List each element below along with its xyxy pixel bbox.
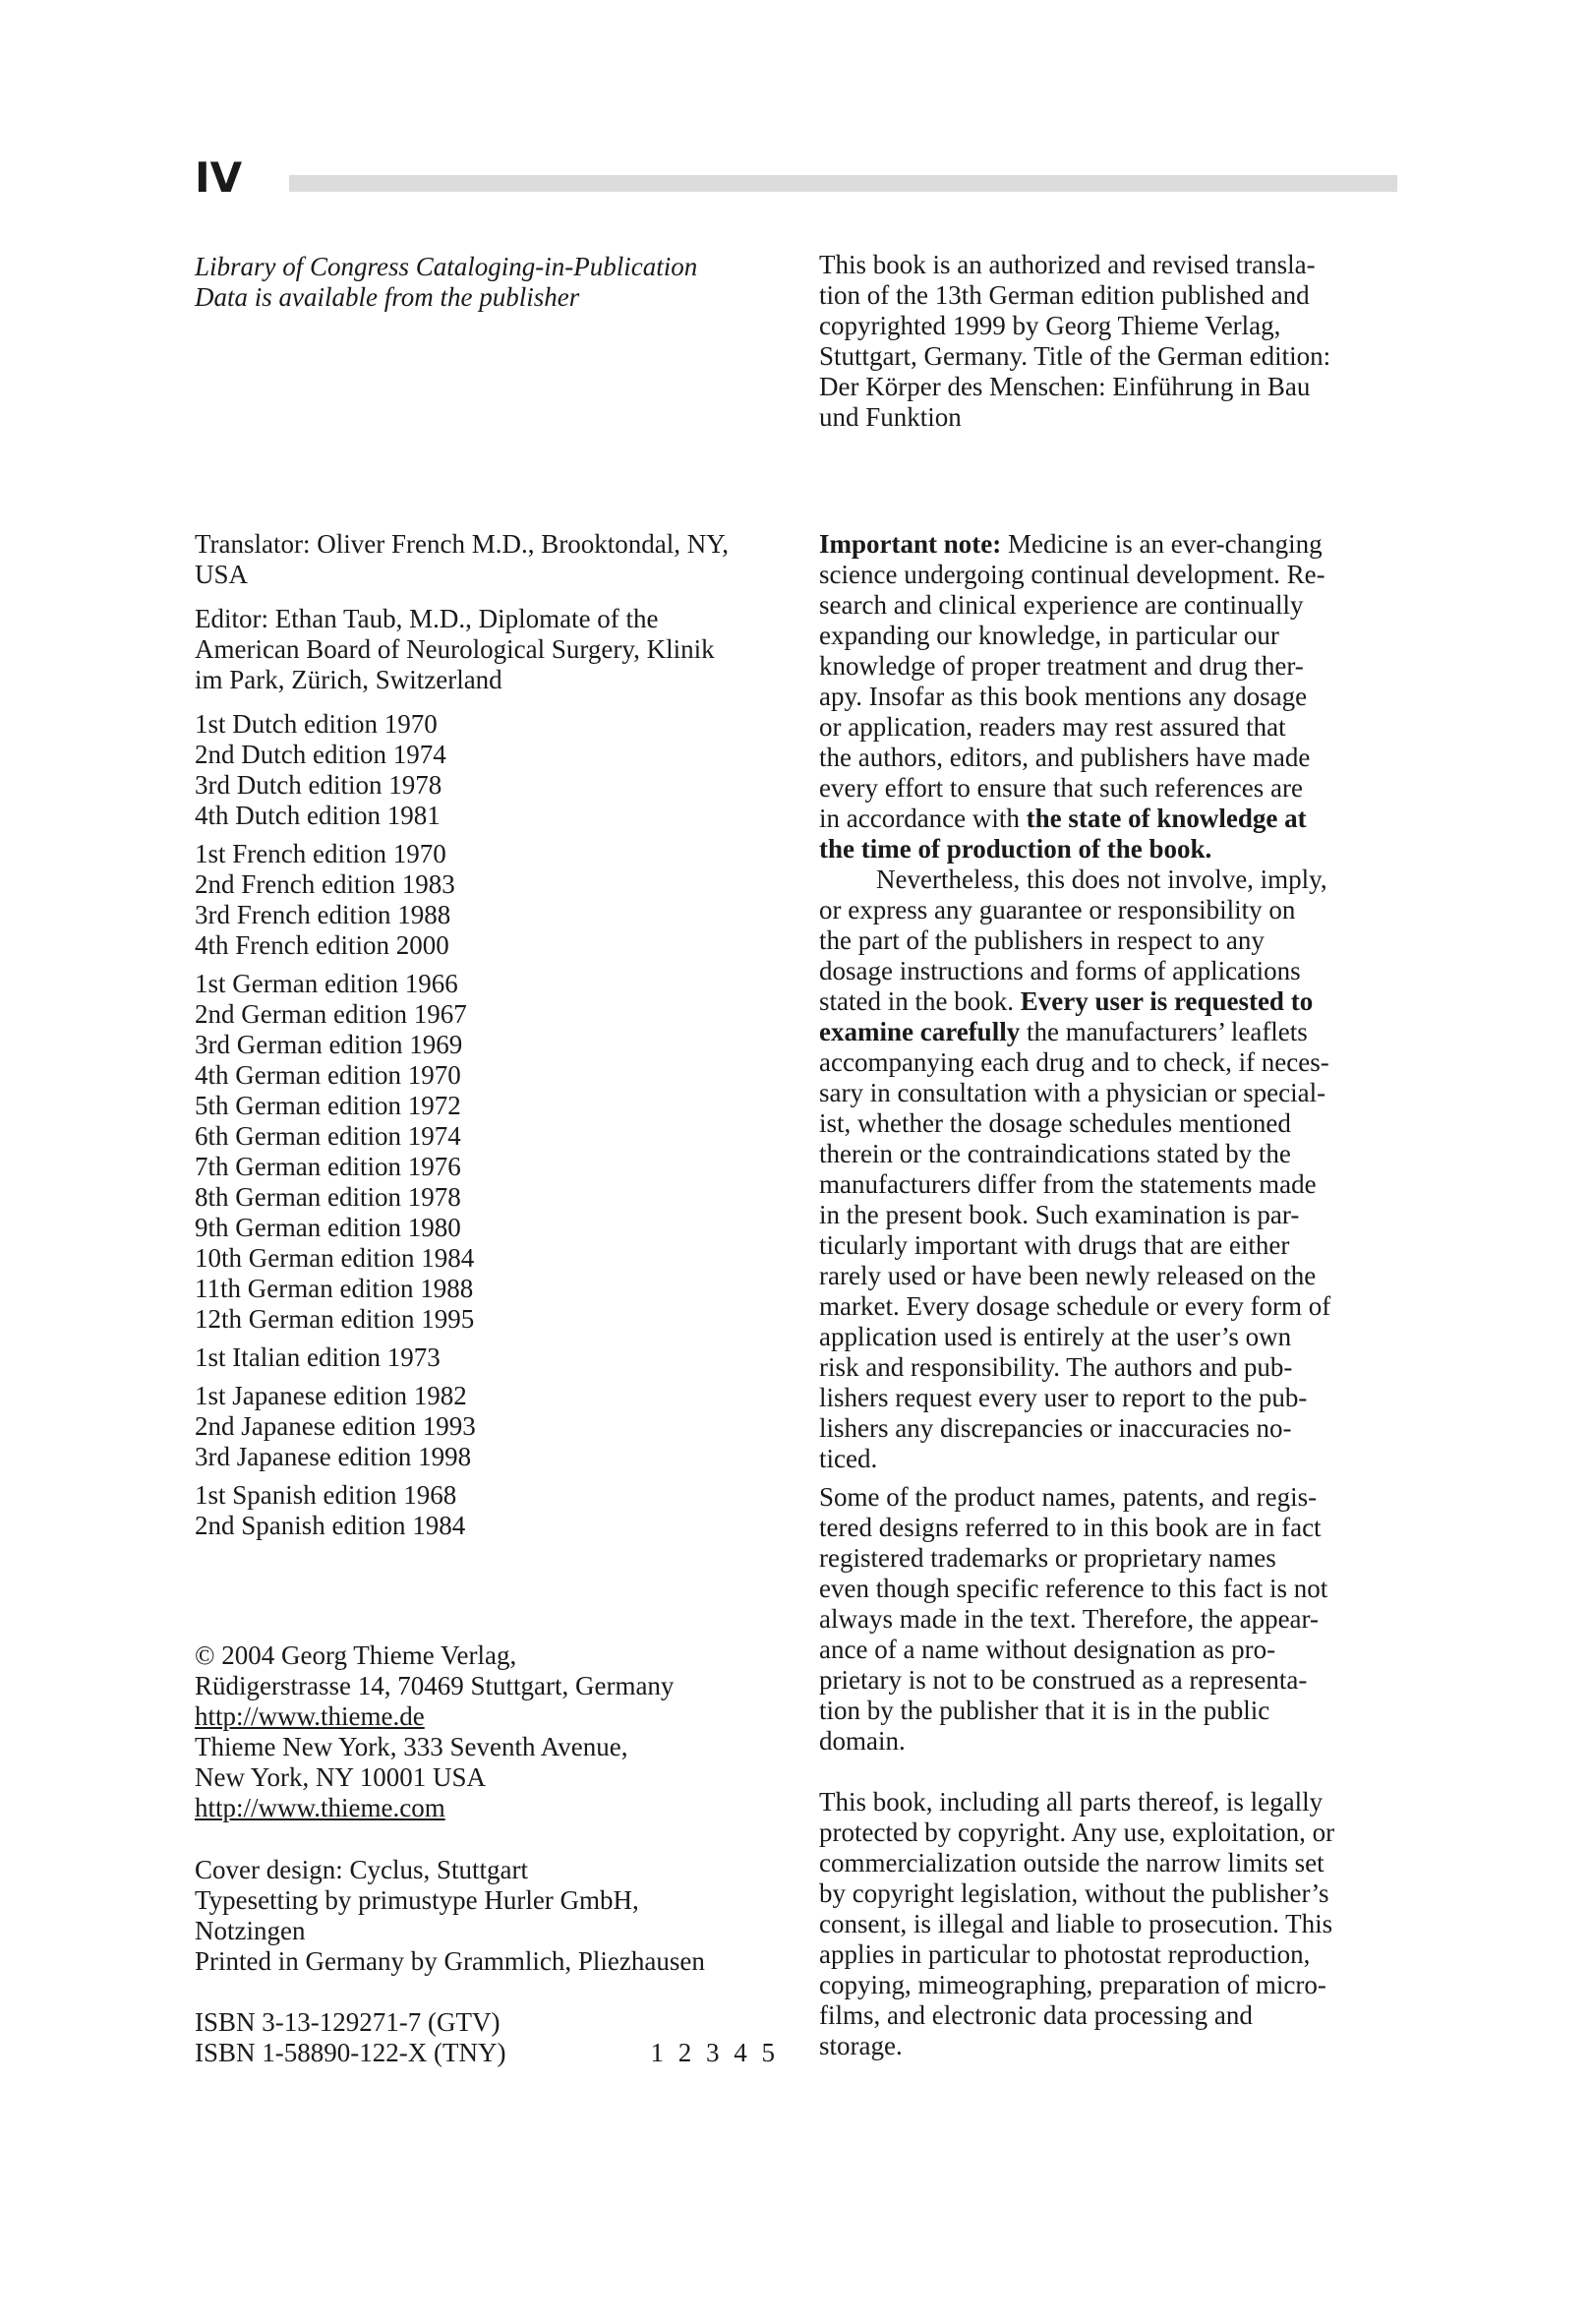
translation-line: und Funktion [819,402,962,432]
trademark-line: even though specific reference to this fact is not [819,1574,1328,1603]
spacer [195,1373,795,1381]
spacer [195,831,795,839]
copyright-notice-line: films, and electronic data processing and [819,2000,1253,2030]
edition-entry: 8th German edition 1978 [195,1182,461,1212]
trademark-line: prietary is not to be construed as a representa- [819,1665,1308,1695]
note-line: dosage instructions and forms of applications [819,956,1301,985]
edition-entry: 1st Italian edition 1973 [195,1342,441,1372]
note-line: expanding our knowledge, in particular our [819,621,1279,650]
copyright-line: © 2004 Georg Thieme Verlag, [195,1640,517,1670]
important-note [819,529,1414,2061]
translator-line: Translator: Oliver French M.D., Brooktondal, NY, [195,529,729,559]
spacer [819,1474,1414,1482]
copyright-notice-line: storage. [819,2031,903,2060]
important-note-heading: Important note: [819,529,1002,559]
note-emphasis: the state of knowledge at [1026,804,1307,833]
edition-entry: 2nd Dutch edition 1974 [195,740,446,769]
important-note-paragraph-2 [819,864,1414,1474]
note-line: the part of the publishers in respect to any [819,925,1265,955]
trademarks-paragraph [819,1482,1414,1757]
copyright-notice-line: This book, including all parts thereof, is legally [819,1787,1324,1817]
note-line: Nevertheless, this does not involve, imply, [876,864,1327,894]
translation-note [819,250,1414,433]
french-editions [195,839,795,961]
translation-line: tion of the 13th German edition published and [819,280,1310,310]
copyright-notice-line: copying, mimeographing, preparation of micro- [819,1970,1326,1999]
spacer [195,1472,795,1480]
edition-entry: 9th German edition 1980 [195,1213,461,1242]
edition-entry: 2nd German edition 1967 [195,999,467,1029]
ny-address-line: New York, NY 10001 USA [195,1762,487,1792]
editor-line: Editor: Ethan Taub, M.D., Diplomate of the [195,604,659,633]
edition-entry: 5th German edition 1972 [195,1091,461,1120]
edition-entry: 1st Japanese edition 1982 [195,1381,467,1410]
translator-credit [195,529,795,590]
note-line: science undergoing continual development. Re- [819,560,1325,589]
typesetting-line: Notzingen [195,1916,306,1945]
isbn-info [195,2007,789,2068]
edition-entry: 1st Dutch edition 1970 [195,709,438,739]
print-run: 1 2 3 4 5 [650,2038,779,2067]
german-editions [195,969,795,1335]
translation-line: This book is an authorized and revised transla- [819,250,1316,279]
spanish-editions [195,1480,795,1541]
spacer [195,961,795,969]
note-line: search and clinical experience are continually [819,590,1304,620]
edition-entry: 2nd Spanish edition 1984 [195,1511,466,1540]
cover-design: Cover design: Cyclus, Stuttgart [195,1855,528,1884]
edition-entry: 4th French edition 2000 [195,930,449,960]
edition-entry: 3rd German edition 1969 [195,1030,463,1059]
left-column [195,529,795,1541]
note-line: rarely used or have been newly released on the [819,1261,1317,1290]
edition-entry: 3rd Japanese edition 1998 [195,1442,472,1471]
copyright-paragraph [819,1787,1414,2061]
note-emphasis: the time of production of the book. [819,834,1212,864]
note-emphasis: Every user is requested to [1020,986,1314,1016]
note-line: every effort to ensure that such references are [819,773,1303,803]
edition-entry: 10th German edition 1984 [195,1243,475,1273]
typesetting-line: Typesetting by primustype Hurler GmbH, [195,1885,639,1915]
note-emphasis: examine carefully [819,1017,1021,1046]
note-line: knowledge of proper treatment and drug ther- [819,651,1304,681]
note-line: ist, whether the dosage schedules mentioned [819,1108,1291,1138]
note-text: in accordance with [819,804,1027,833]
edition-entry: 3rd Dutch edition 1978 [195,770,442,800]
italian-editions [195,1342,795,1373]
edition-entry: 2nd French edition 1983 [195,869,455,899]
spacer [195,695,795,709]
copyright-notice-line: applies in particular to photostat reproduction, [819,1939,1311,1969]
note-line: therein or the contraindications stated by the [819,1139,1291,1168]
trademark-line: Some of the product names, patents, and regis- [819,1482,1318,1512]
note-line: apy. Insofar as this book mentions any dosage [819,682,1308,711]
trademark-line: registered trademarks or proprietary names [819,1543,1276,1573]
edition-entry: 1st German edition 1966 [195,969,458,998]
cip-line: Library of Congress Cataloging-in-Publication [195,252,698,281]
header-rule [289,175,1397,192]
edition-entry: 12th German edition 1995 [195,1304,475,1334]
editor-line: im Park, Zürich, Switzerland [195,665,502,694]
note-line: risk and responsibility. The authors and pub- [819,1352,1293,1382]
note-line: the authors, editors, and publishers have made [819,743,1311,772]
thieme-de-link[interactable]: http://www.thieme.de [195,1701,425,1731]
trademark-line: always made in the text. Therefore, the appear- [819,1604,1319,1634]
ny-address-line: Thieme New York, 333 Seventh Avenue, [195,1732,628,1761]
note-line: sary in consultation with a physician or special- [819,1078,1326,1107]
edition-entry: 4th German edition 1970 [195,1060,461,1090]
edition-entry: 11th German edition 1988 [195,1274,474,1303]
note-line: in the present book. Such examination is par- [819,1200,1300,1229]
edition-entry: 1st Spanish edition 1968 [195,1480,457,1510]
note-text: the manufacturers’ leaflets [1020,1017,1308,1046]
note-text: Medicine is an ever-changing [1001,529,1323,559]
thieme-com-link[interactable]: http://www.thieme.com [195,1793,445,1822]
note-line: accompanying each drug and to check, if neces- [819,1047,1329,1077]
note-line: market. Every dosage schedule or every form of [819,1291,1331,1321]
dutch-editions [195,709,795,831]
note-line: or application, readers may rest assured that [819,712,1286,742]
note-line: ticularly important with drugs that are either [819,1230,1290,1260]
spacer [195,1335,795,1342]
important-note-paragraph-1 [819,529,1414,864]
note-line: application used is entirely at the user’s own [819,1322,1292,1351]
editor-line: American Board of Neurological Surgery, Klinik [195,634,715,664]
copyright-notice-line: consent, is illegal and liable to prosecution. This [819,1909,1333,1938]
edition-entry: 2nd Japanese edition 1993 [195,1411,476,1441]
note-line: ticed. [819,1444,878,1473]
copyright-notice-line: protected by copyright. Any use, exploitation, or [819,1817,1335,1847]
edition-entry: 6th German edition 1974 [195,1121,461,1151]
trademark-line: tion by the publisher that it is in the public [819,1696,1270,1725]
note-text: stated in the book. [819,986,1021,1016]
isbn-tny: ISBN 1-58890-122-X (TNY) [195,2038,506,2067]
note-line: or express any guarantee or responsibility on [819,895,1296,924]
trademark-line: tered designs referred to in this book are in fact [819,1513,1322,1542]
spacer [195,590,795,604]
copyright-notice-line: commercialization outside the narrow limits set [819,1848,1325,1877]
isbn-row [195,2038,789,2068]
note-line: lishers request every user to report to the pub- [819,1383,1308,1412]
spacer [819,1757,1414,1787]
cip-statement [195,252,795,313]
isbn-gtv: ISBN 3-13-129271-7 (GTV) [195,2007,501,2037]
publisher-info [195,1640,795,1823]
edition-entry: 7th German edition 1976 [195,1152,461,1181]
copyright-notice-line: by copyright legislation, without the publisher’s [819,1878,1329,1908]
translation-line: copyrighted 1999 by Georg Thieme Verlag, [819,311,1281,340]
note-line: lishers any discrepancies or inaccuracies no- [819,1413,1292,1443]
trademark-line: domain. [819,1726,906,1756]
translation-line: Der Körper des Menschen: Einführung in Bau [819,372,1311,401]
translation-line: Stuttgart, Germany. Title of the German edition: [819,341,1331,371]
note-line: manufacturers differ from the statements made [819,1169,1317,1199]
printing-line: Printed in Germany by Grammlich, Pliezhausen [195,1946,705,1976]
stuttgart-address: Rüdigerstrasse 14, 70469 Stuttgart, Germany [195,1671,675,1700]
edition-entry: 3rd French edition 1988 [195,900,451,929]
editor-credit [195,604,795,695]
japanese-editions [195,1381,795,1472]
edition-entry: 4th Dutch edition 1981 [195,801,441,830]
cip-line: Data is available from the publisher [195,282,580,312]
trademark-line: ance of a name without designation as pro- [819,1635,1276,1664]
edition-entry: 1st French edition 1970 [195,839,446,868]
production-info [195,1855,795,1977]
translator-line: USA [195,560,249,589]
page-number: IV [195,153,243,202]
